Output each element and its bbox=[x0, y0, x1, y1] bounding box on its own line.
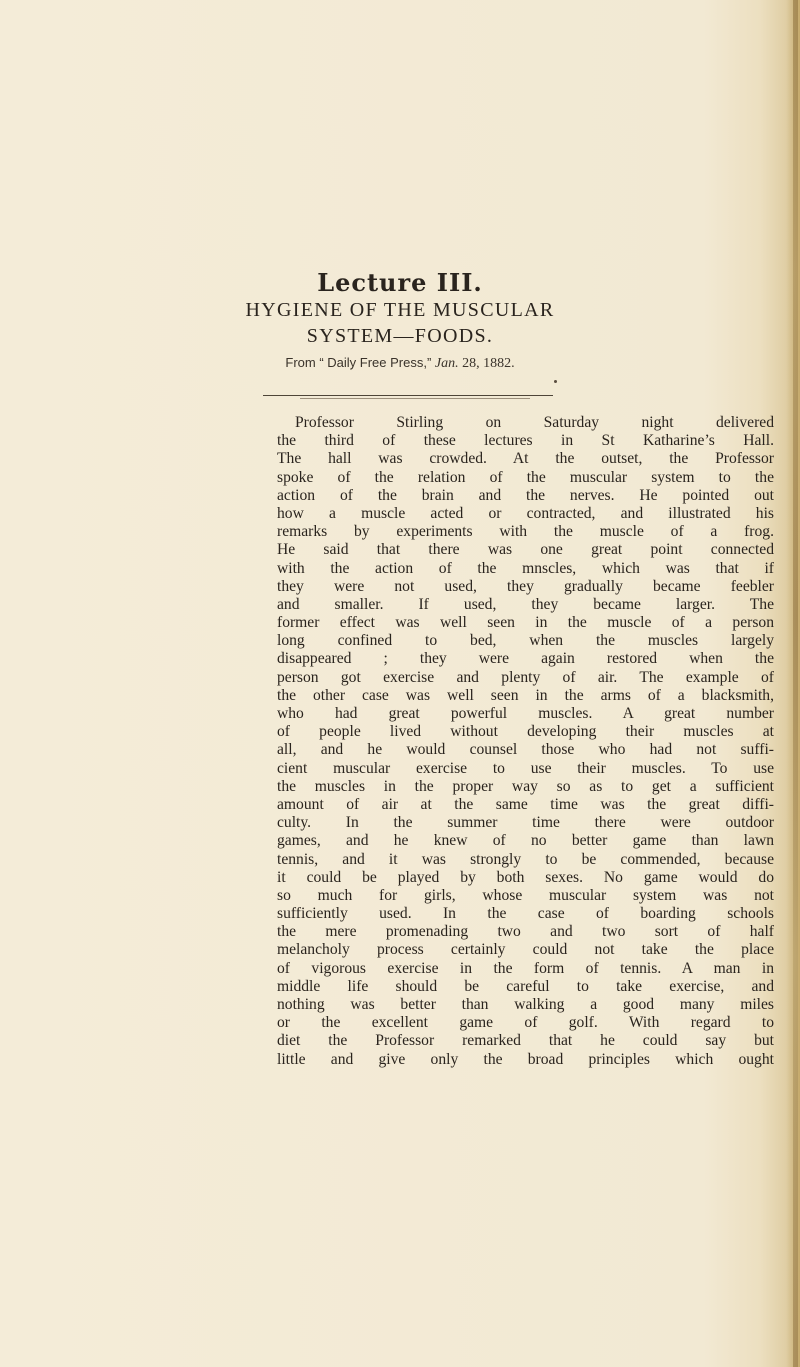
body-line: and smaller. If used, they became larger. The bbox=[277, 595, 774, 613]
ornament-dot bbox=[554, 380, 557, 383]
body-line: sufficiently used. In the case of boarding schools bbox=[277, 905, 774, 923]
body-line: cient muscular exercise to use their muscles. To use bbox=[277, 759, 774, 777]
body-line: the mere promenading two and two sort of half bbox=[277, 923, 774, 941]
body-line: action of the brain and the nerves. He pointed out bbox=[277, 486, 774, 504]
body-line: person got exercise and plenty of air. The example of bbox=[277, 668, 774, 686]
body-line: the other case was well seen in the arms of a blacksmith, bbox=[277, 686, 774, 704]
title-line-1: HYGIENE OF THE MUSCULAR bbox=[245, 299, 555, 321]
body-line: middle life should be careful to take exercise, and bbox=[277, 977, 774, 995]
body-text bbox=[277, 414, 774, 1069]
body-line: the muscles in the proper way so as to get a sufficient bbox=[277, 777, 774, 795]
body-line: Professor Stirling on Saturday night delivered bbox=[295, 414, 774, 431]
body-line: former effect was well seen in the muscle of a person bbox=[277, 614, 774, 632]
body-line: it could be played by both sexes. No game would do bbox=[277, 868, 774, 886]
source-prefix: From “ Daily Free Press,” bbox=[285, 355, 432, 370]
body-line: The hall was crowded. At the outset, the Professor bbox=[277, 450, 774, 468]
body-line: the third of these lectures in St Katharine’s Hall. bbox=[277, 432, 774, 450]
body-line: tennis, and it was strongly to be commended, because bbox=[277, 850, 774, 868]
body-line: who had great powerful muscles. A great number bbox=[277, 705, 774, 722]
divider-rule-secondary bbox=[300, 398, 530, 399]
page-edge bbox=[793, 0, 798, 1367]
body-line: remarks by experiments with the muscle of a frog. bbox=[277, 523, 774, 541]
source-month: Jan. bbox=[434, 356, 459, 371]
body-line: games, and he knew of no better game than lawn bbox=[277, 832, 774, 850]
body-line: they were not used, they gradually became feebler bbox=[277, 577, 774, 595]
body-line: long confined to bed, when the muscles largely bbox=[277, 632, 774, 650]
body-line: disappeared ; they were again restored when the bbox=[277, 650, 774, 668]
divider-rule bbox=[263, 395, 553, 396]
body-line: little and give only the broad principles which ought bbox=[277, 1050, 774, 1068]
title-line-2: SYSTEM—FOODS. bbox=[306, 325, 494, 347]
body-line: of people lived without developing their muscles at bbox=[277, 723, 774, 741]
body-line: diet the Professor remarked that he could say but bbox=[277, 1032, 774, 1050]
body-line: so much for girls, whose muscular system was not bbox=[277, 886, 774, 904]
body-line: amount of air at the same time was the great diffi- bbox=[277, 795, 774, 813]
body-line: culty. In the summer time there were outdoor bbox=[277, 814, 774, 832]
body-line: spoke of the relation of the muscular system to the bbox=[277, 468, 774, 486]
body-line: or the excellent game of golf. With regard to bbox=[277, 1014, 774, 1032]
body-line: how a muscle acted or contracted, and illustrated his bbox=[277, 504, 774, 522]
body-line: nothing was better than walking a good many miles bbox=[277, 996, 774, 1013]
body-line: with the action of the mnscles, which was that if bbox=[277, 559, 774, 577]
lecture-heading: Lecture III. bbox=[317, 268, 483, 297]
body-line: all, and he would counsel those who had not suffi- bbox=[277, 741, 774, 759]
body-line: He said that there was one great point connected bbox=[277, 541, 774, 559]
body-line: of vigorous exercise in the form of tennis. A man in bbox=[277, 959, 774, 977]
source-date-rest: 28, 1882. bbox=[462, 356, 515, 371]
body-line: melancholy process certainly could not take the place bbox=[277, 941, 774, 959]
source-date bbox=[435, 356, 515, 371]
source-citation bbox=[0, 355, 800, 372]
